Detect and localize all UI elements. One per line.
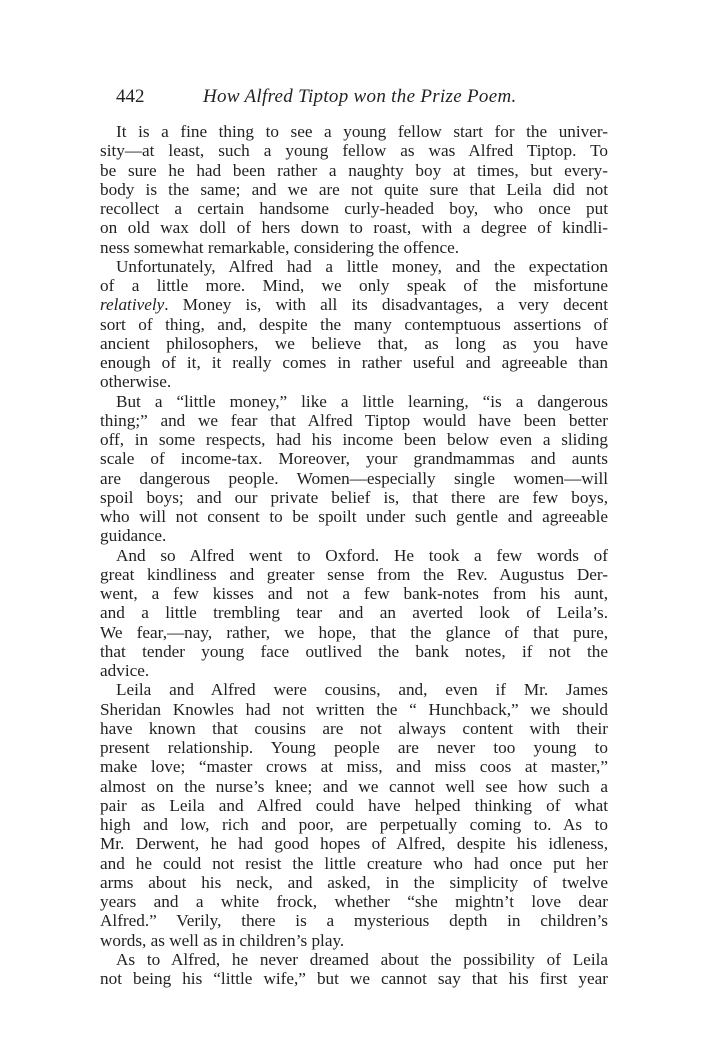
text-line: great kindliness and greater sense from the Rev. Augustus Der- xyxy=(100,564,608,584)
text-line: Alfred.” Verily, there is a mysterious depth in children’s xyxy=(100,911,608,931)
text-line: are dangerous people. Women—especially single women—will xyxy=(100,468,608,488)
emphasis: relatively xyxy=(100,295,165,315)
text-line: ancient philosophers, we believe that, as long as you have xyxy=(100,333,608,353)
text-line: And so Alfred went to Oxford. He took a few words of xyxy=(116,545,608,565)
page-number: 442 xyxy=(116,86,145,107)
text-line: ness somewhat remarkable, considering the offence. xyxy=(100,237,460,257)
text-line: and a little trembling tear and an averted look of Leila’s. xyxy=(100,603,608,623)
text-line: of a little more. Mind, we only speak of the misfortune xyxy=(100,276,608,295)
text-line: enough of it, it really comes in rather useful and agreeable than xyxy=(100,353,608,372)
text-line: Unfortunately, Alfred had a little money, and the expectation xyxy=(116,256,608,276)
text-line: advice. xyxy=(100,661,150,680)
text-segment: . Money is, with all its disadvantages, a very decent xyxy=(164,295,608,315)
text-line: on old wax doll of hers down to roast, with a degree of kindli- xyxy=(100,218,608,238)
text-line: Sheridan Knowles had not written the “ Hunchback,” we should xyxy=(100,699,608,719)
running-head xyxy=(100,86,608,114)
text-line: But a “little money,” like a little learning, “is a dangerous xyxy=(116,391,608,411)
text-line: went, a few kisses and not a few bank-notes from his aunt, xyxy=(100,584,608,603)
text-line: not being his “little wife,” but we cannot say that his first year xyxy=(100,969,608,988)
text-line: and he could not resist the little creature who had once put her xyxy=(100,853,608,873)
text-line: scale of income-tax. Moreover, your grandmammas and aunts xyxy=(100,449,608,469)
text-line: present relationship. Young people are never too young to xyxy=(100,738,608,757)
text-line: make love; “master crows at miss, and miss coos at master,” xyxy=(100,757,608,777)
text-line: recollect a certain handsome curly-headed boy, who once put xyxy=(100,199,608,218)
text-line: almost on the nurse’s knee; and we cannot well see how such a xyxy=(100,776,608,796)
text-line: have known that cousins are not always content with their xyxy=(100,718,608,738)
text-line: body is the same; and we are not quite sure that Leila did not xyxy=(100,179,608,199)
text-line: otherwise. xyxy=(100,372,172,392)
text-line: arms about his neck, and asked, in the simplicity of twelve xyxy=(100,872,608,892)
running-title: How Alfred Tiptop won the Prize Poem. xyxy=(203,86,517,107)
text-line: sity—at least, such a young fellow as was Alfred Tiptop. To xyxy=(100,141,608,161)
text-line: We fear,—nay, rather, we hope, that the glance of that pure, xyxy=(100,622,608,642)
text-line: guidance. xyxy=(100,526,167,546)
text-line: sort of thing, and, despite the many contemptuous assertions of xyxy=(100,314,608,334)
text-line: be sure he had been rather a naughty boy at times, but every- xyxy=(100,160,608,180)
text-line: off, in some respects, had his income been below even a sliding xyxy=(100,430,608,449)
text-line: words, as well as in children’s play. xyxy=(100,930,345,950)
text-line: Leila and Alfred were cousins, and, even if Mr. James xyxy=(116,680,608,700)
text-line: As to Alfred, he never dreamed about the possibility of Leila xyxy=(116,949,608,969)
text-line xyxy=(100,295,608,314)
text-line: high and low, rich and poor, are perpetually coming to. As to xyxy=(100,815,608,834)
text-line: that tender young face outlived the bank notes, if not the xyxy=(100,641,608,661)
text-line: spoil boys; and our private belief is, that there are few boys, xyxy=(100,487,608,507)
text-line: pair as Leila and Alfred could have helped thinking of what xyxy=(100,795,608,815)
text-line: It is a fine thing to see a young fellow start for the univer- xyxy=(116,122,608,141)
text-line: years and a white frock, whether “she mightn’t love dear xyxy=(100,892,608,911)
body-text xyxy=(100,122,608,988)
text-line: Mr. Derwent, he had good hopes of Alfred, despite his idleness, xyxy=(100,834,608,854)
text-line: who will not consent to be spoilt under such gentle and agreeable xyxy=(100,507,608,526)
text-line: thing;” and we fear that Alfred Tiptop would have been better xyxy=(100,410,608,430)
